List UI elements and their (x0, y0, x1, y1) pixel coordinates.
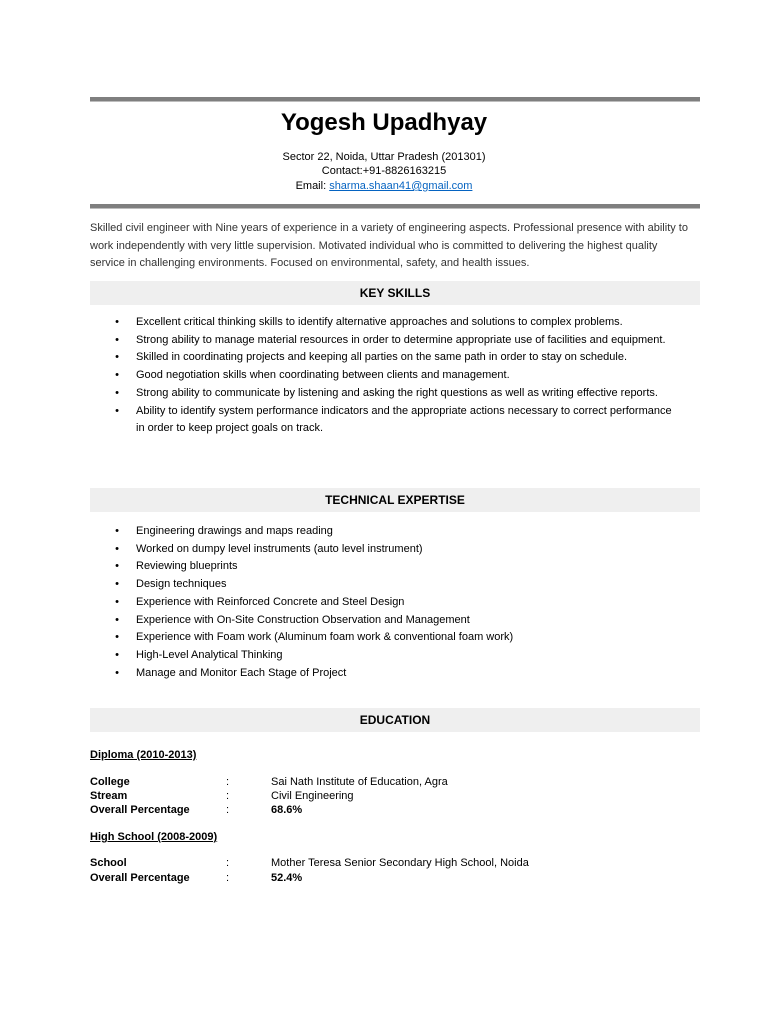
header-top-rule (90, 97, 700, 102)
key-skills-heading: KEY SKILLS (90, 281, 700, 305)
list-item (115, 594, 676, 612)
list-item (115, 612, 676, 630)
stream-value: Civil Engineering (271, 790, 354, 802)
bullet-icon: • (115, 648, 119, 661)
percentage-label: Overall Percentage (90, 872, 190, 884)
email-label: Email: (295, 180, 330, 192)
school-label: School (90, 857, 127, 869)
bullet-icon: • (115, 613, 119, 626)
list-item (115, 558, 676, 576)
list-item (115, 647, 676, 665)
bullet-icon: • (115, 631, 119, 644)
list-item-text: Strong ability to manage material resources in order to determine appropriate use of facilities and equipment. (136, 333, 666, 346)
list-item-text: Experience with Foam work (Aluminum foam work & conventional foam work) (136, 631, 514, 644)
bullet-icon: • (115, 333, 119, 346)
key-skills-list (115, 314, 676, 438)
percentage-label: Overall Percentage (90, 804, 190, 816)
high-school-school-row (90, 856, 690, 871)
school-value: Mother Teresa Senior Secondary High School, Noida (271, 857, 529, 869)
bullet-icon: • (115, 369, 119, 382)
stream-label: Stream (90, 790, 128, 802)
list-item (115, 629, 676, 647)
separator: : (226, 804, 230, 816)
bullet-icon: • (115, 542, 119, 555)
list-item-text: Excellent critical thinking skills to identify alternative approaches and solutions to complex problems. (136, 316, 623, 328)
bullet-icon: • (115, 560, 119, 573)
address-line: Sector 22, Noida, Uttar Pradesh (201301) (282, 151, 486, 163)
phone-line: Contact:+91-8826163215 (321, 165, 447, 177)
bullet-icon: • (115, 578, 119, 591)
list-item (115, 403, 676, 438)
list-item (115, 523, 676, 541)
bullet-icon: • (115, 404, 119, 417)
profile-summary: Skilled civil engineer with Nine years of experience in a variety of engineering aspects. Professional presence with ability to work independently with very little supervision. Motivated individual who is committed to delivering the highest quality service in challenging environments. Focused on environmental, safety, and health issues. (90, 222, 688, 269)
college-value: Sai Nath Institute of Education, Agra (271, 776, 448, 788)
email-line (0, 179, 768, 194)
list-item-text: Experience with On-Site Construction Observation and Management (136, 613, 470, 626)
list-item-text: Manage and Monitor Each Stage of Project (136, 666, 347, 679)
list-item (115, 665, 676, 683)
list-item (115, 332, 676, 350)
separator: : (226, 776, 230, 788)
list-item-text: Ability to identify system performance indicators and the appropriate actions necessary to correct performance in order to keep project goals on track. (136, 404, 672, 435)
list-item-text: Reviewing blueprints (136, 560, 238, 573)
list-item (115, 314, 676, 332)
list-item (115, 367, 676, 385)
list-item (115, 385, 676, 403)
separator: : (226, 790, 230, 802)
diploma-college-row (90, 775, 690, 790)
separator: : (226, 872, 230, 884)
email-link[interactable]: sharma.shaan41@gmail.com (329, 180, 473, 192)
list-item (115, 349, 676, 367)
bullet-icon: • (115, 525, 119, 537)
technical-expertise-heading: TECHNICAL EXPERTISE (90, 488, 700, 512)
college-label: College (90, 776, 130, 788)
list-item-text: Strong ability to communicate by listening and asking the right questions as well as writing effective reports. (136, 386, 658, 399)
list-item-text: Skilled in coordinating projects and keeping all parties on the same path in order to stay on schedule. (136, 351, 628, 364)
diploma-stream-row (90, 789, 690, 804)
high-school-heading: High School (2008-2009) (90, 831, 218, 843)
list-item-text: Good negotiation skills when coordinating between clients and management. (136, 369, 510, 382)
education-heading: EDUCATION (90, 708, 700, 732)
list-item-text: Worked on dumpy level instruments (auto level instrument) (136, 542, 423, 555)
list-item-text: High-Level Analytical Thinking (136, 648, 283, 661)
bullet-icon: • (115, 386, 119, 399)
diploma-heading: Diploma (2010-2013) (90, 749, 197, 761)
list-item-text: Experience with Reinforced Concrete and Steel Design (136, 595, 405, 608)
bullet-icon: • (115, 316, 119, 328)
header-bottom-rule (90, 204, 700, 209)
candidate-name: Yogesh Upadhyay (280, 109, 488, 136)
technical-expertise-list (115, 523, 676, 682)
list-item (115, 576, 676, 594)
bullet-icon: • (115, 595, 119, 608)
list-item-text: Design techniques (136, 578, 227, 591)
percentage-value: 52.4% (271, 872, 303, 884)
high-school-percentage-row (90, 871, 690, 886)
separator: : (226, 857, 230, 869)
list-item-text: Engineering drawings and maps reading (136, 525, 333, 537)
bullet-icon: • (115, 666, 119, 679)
diploma-percentage-row (90, 803, 690, 818)
bullet-icon: • (115, 351, 119, 364)
percentage-value: 68.6% (271, 804, 303, 816)
list-item (115, 541, 676, 559)
